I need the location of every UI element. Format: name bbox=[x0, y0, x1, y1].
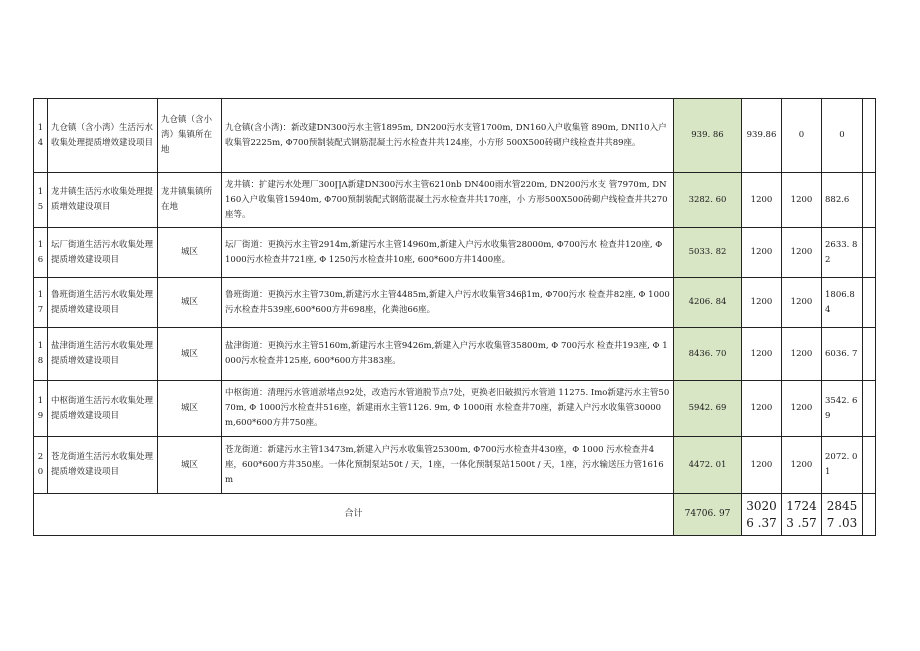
project-content: 中枢街道：清理污水管道淤堵点92处，改造污水管道脱节点7处，更换老旧破损污水管道 11275. Imo新建污水主管5070m, Φ 1000污水检查井516座，新建雨水主管1126. 9m, Φ 1000雨 水检查井70座，新建入户污水收集管30000m,600*600方井750座。 bbox=[222, 381, 674, 437]
project-location: 城区 bbox=[158, 228, 222, 278]
project-location: 城区 bbox=[158, 278, 222, 328]
empty-cell bbox=[863, 328, 876, 381]
empty-cell bbox=[863, 381, 876, 437]
amount-col-1: 1200 bbox=[742, 173, 782, 228]
amount-col-1: 1200 bbox=[742, 437, 782, 494]
empty-cell bbox=[863, 278, 876, 328]
empty-cell bbox=[863, 494, 876, 536]
project-content: 盐津街道：更换污水主管5160m,新建污水主管9426m,新建入户污水收集管35800m, Φ 700污水 检查井193座, Φ 1000污水检查井125座, 600*600方井383座。 bbox=[222, 328, 674, 381]
table-row bbox=[34, 173, 876, 228]
amount-col-2: 1200 bbox=[782, 381, 822, 437]
summary-col-1: 30206 .37 bbox=[742, 494, 782, 536]
amount-col-2: 1200 bbox=[782, 278, 822, 328]
empty-cell bbox=[863, 99, 876, 173]
project-name: 盐津街道生活污水收集处理提质增效建设项目 bbox=[48, 328, 158, 381]
amount-col-1: 1200 bbox=[742, 278, 782, 328]
project-name: 九仓镇（含小湾）生活污水收集处理提质增效建设项目 bbox=[48, 99, 158, 173]
project-content: 坛厂街道：更换污水主管2914m,新建污水主管14960m,新建入户污水收集管28000m, Φ700污水 检查井120座, Φ 1000污水检查井721座, Φ 1250污水检查井10座, 600*600方井1400座。 bbox=[222, 228, 674, 278]
amount-col-3: 2072. 01 bbox=[822, 437, 863, 494]
amount-col-3: 882.6 bbox=[822, 173, 863, 228]
total-investment: 5033. 82 bbox=[674, 228, 742, 278]
amount-col-1: 1200 bbox=[742, 228, 782, 278]
amount-col-2: 1200 bbox=[782, 328, 822, 381]
amount-col-2: 0 bbox=[782, 99, 822, 173]
row-number: 18 bbox=[34, 328, 48, 381]
amount-col-1: 1200 bbox=[742, 381, 782, 437]
row-number: 15 bbox=[34, 173, 48, 228]
total-investment: 3282. 60 bbox=[674, 173, 742, 228]
total-investment: 8436. 70 bbox=[674, 328, 742, 381]
project-name: 坛厂街道生活污水收集处理提质增效建设项目 bbox=[48, 228, 158, 278]
table-row bbox=[34, 228, 876, 278]
summary-col-2: 17243 .57 bbox=[782, 494, 822, 536]
summary-col-3: 28457 .03 bbox=[822, 494, 863, 536]
amount-col-3: 6036. 7 bbox=[822, 328, 863, 381]
total-investment: 939. 86 bbox=[674, 99, 742, 173]
project-location: 九仓镇（含小湾）集镇所在地 bbox=[158, 99, 222, 173]
project-name: 龙井镇生活污水收集处理提质增效建设项目 bbox=[48, 173, 158, 228]
project-content: 九仓镇(含小湾)：新改建DN300污水主管1895m, DN200污水支管1700m, DN160入户收集管 890m, DNI10入户收集管2225m, Φ700预制装配式钢筋混凝土污水检查井共124座，小方形 500X500砖砌户线检查井共89座。 bbox=[222, 99, 674, 173]
amount-col-3: 2633. 82 bbox=[822, 228, 863, 278]
project-name: 苍龙街道生活污水收集处理提质增效建设项目 bbox=[48, 437, 158, 494]
table-row bbox=[34, 437, 876, 494]
amount-col-3: 0 bbox=[822, 99, 863, 173]
table-row bbox=[34, 328, 876, 381]
row-number: 16 bbox=[34, 228, 48, 278]
summary-row bbox=[34, 494, 876, 536]
amount-col-3: 1806.84 bbox=[822, 278, 863, 328]
project-location: 城区 bbox=[158, 437, 222, 494]
table-row bbox=[34, 381, 876, 437]
table-body bbox=[34, 99, 876, 536]
project-name: 鲁班街道生活污水收集处理提质增效建设项目 bbox=[48, 278, 158, 328]
amount-col-2: 1200 bbox=[782, 173, 822, 228]
amount-col-1: 1200 bbox=[742, 328, 782, 381]
total-investment: 4472. 01 bbox=[674, 437, 742, 494]
summary-label: 合计 bbox=[34, 494, 674, 536]
row-number: 17 bbox=[34, 278, 48, 328]
total-investment: 4206. 84 bbox=[674, 278, 742, 328]
row-number: 14 bbox=[34, 99, 48, 173]
empty-cell bbox=[863, 228, 876, 278]
table-row bbox=[34, 278, 876, 328]
project-content: 鲁班街道：更换污水主管730m,新建污水主管4485m,新建入户污水收集管346β1m, Φ700污水 检查井82座, Φ 1000污水检查井539座,600*600方井698座，化粪池66座。 bbox=[222, 278, 674, 328]
project-location: 龙井镇集镇所在地 bbox=[158, 173, 222, 228]
project-content: 龙井镇：扩建污水处理厂300∏Λ新建DN300污水主管6210nb DN400雨水管220m, DN200污水支 管7970m, DN160入户收集管15940m, Φ700预制装配式钢筋混凝土污水检查井共170座，小 方形500X500砖砌户线检查井共270座等。 bbox=[222, 173, 674, 228]
row-number: 19 bbox=[34, 381, 48, 437]
amount-col-1: 939.86 bbox=[742, 99, 782, 173]
project-content: 苍龙街道：新建污水主管13473m,新建入户污水收集管25300m, Φ700污水检查井430座，Φ 1000 污水检查井4座，600*600方井350座。一体化预制泵站50t / 天，1座，一体化预制泵站1500t / 天，1座，污水输送压力管1616m bbox=[222, 437, 674, 494]
total-investment: 5942. 69 bbox=[674, 381, 742, 437]
summary-total: 74706. 97 bbox=[674, 494, 742, 536]
row-number: 20 bbox=[34, 437, 48, 494]
table-row bbox=[34, 99, 876, 173]
amount-col-2: 1200 bbox=[782, 437, 822, 494]
project-name: 中枢街道生活污水收集处理提质增效建设项目 bbox=[48, 381, 158, 437]
amount-col-3: 3542. 69 bbox=[822, 381, 863, 437]
project-location: 城区 bbox=[158, 381, 222, 437]
empty-cell bbox=[863, 173, 876, 228]
project-table bbox=[33, 98, 876, 536]
project-location: 城区 bbox=[158, 328, 222, 381]
amount-col-2: 1200 bbox=[782, 228, 822, 278]
empty-cell bbox=[863, 437, 876, 494]
